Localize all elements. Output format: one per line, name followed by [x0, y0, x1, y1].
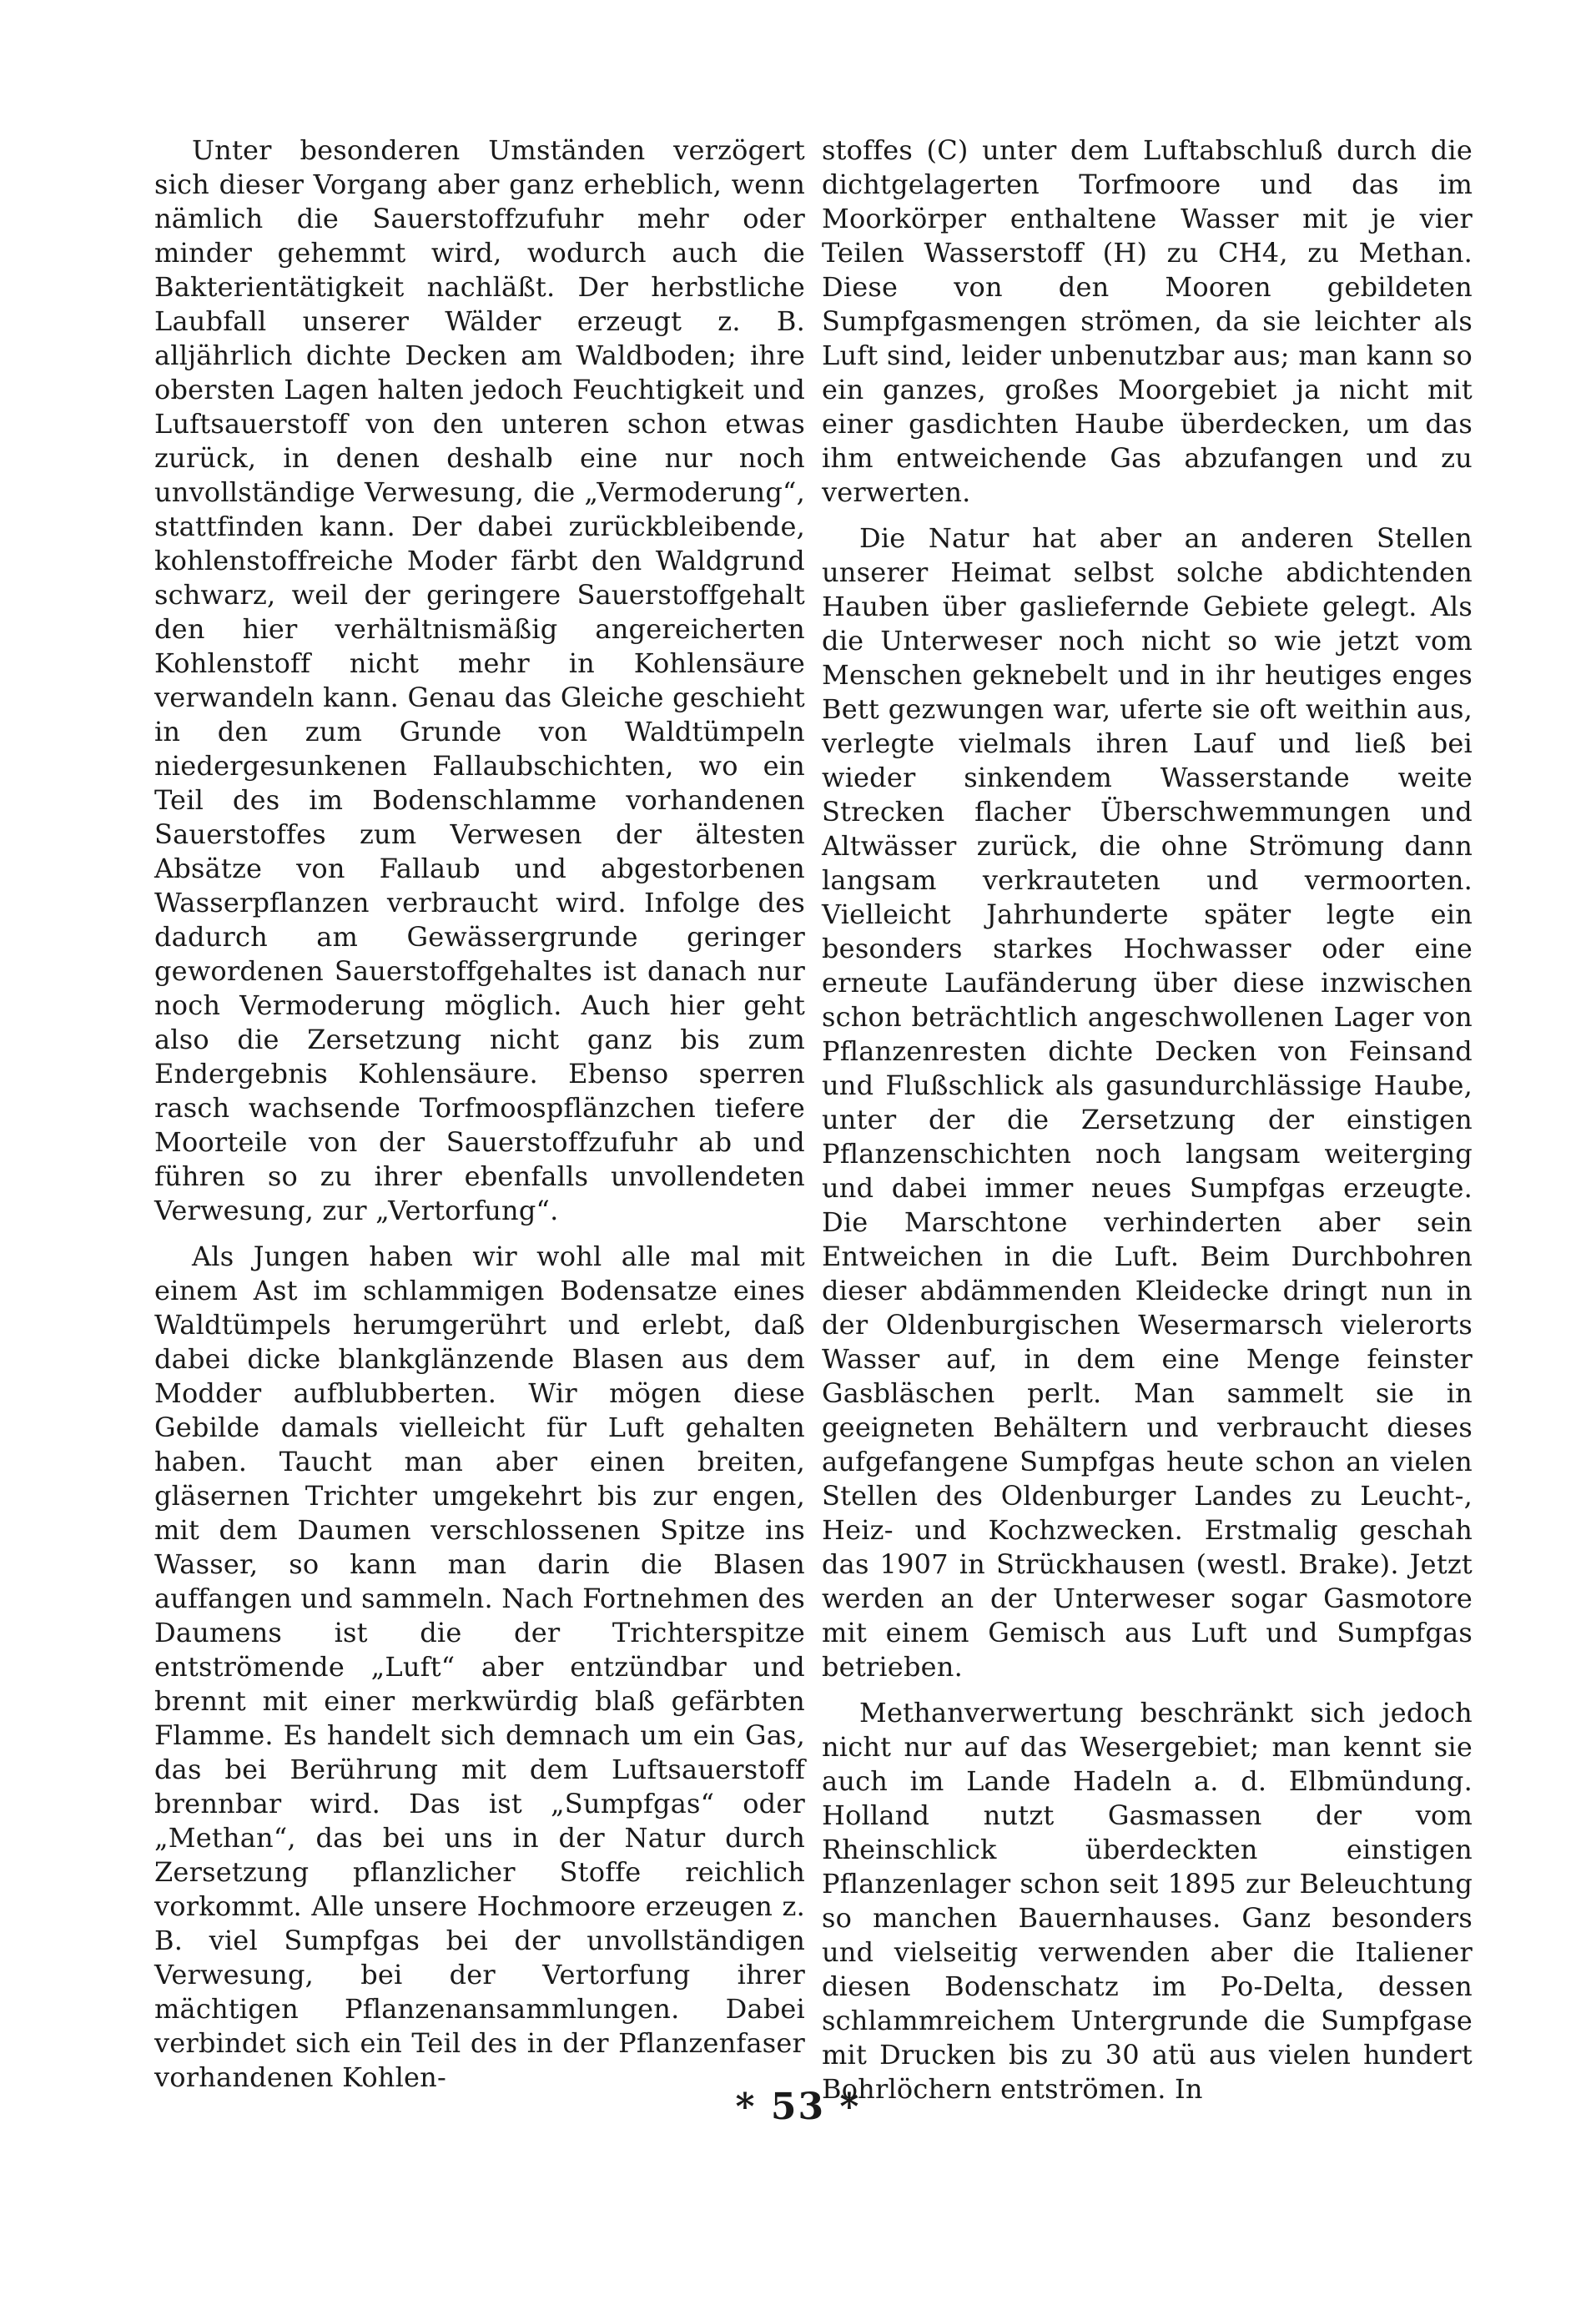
- right-text-column: [822, 133, 1473, 2106]
- paragraph: Methanverwertung beschränkt sich jedoch nicht nur auf das Wesergebiet; man kennt sie auch im Lande Hadeln a. d. Elbmündung. Holland nutzt Gasmassen der vom Rheinschlick überdeckten einstigen Pflanzenlager schon seit 1895 zur Beleuchtung so manchen Bauernhauses. Ganz besonders und vielseitig verwenden aber die Italiener diesen Bodenschatz im Po-Delta, dessen schlammreichem Untergrunde die Sumpfgase mit Drucken bis zu 30 atü aus vielen hundert Bohrlöchern entströmen. In: [822, 1697, 1473, 2105]
- paragraph-continued: stoffes (C) unter dem Luftabschluß durch die dichtgelagerten Torfmoore und das im Moorkörper enthaltene Wasser mit je vier Teilen Wasserstoff (H) zu CH4, zu Methan. Diese von den Mooren gebildeten Sumpfgasmengen strömen, da sie leichter als Luft sind, leider unbenutzbar aus; man kann so ein ganzes, großes Moorgebiet ja nicht mit einer gasdichten Haube überdecken, um das ihm entweichende Gas abzufangen und zu verwerten.: [822, 134, 1473, 508]
- paragraph: Als Jungen haben wir wohl alle mal mit einem Ast im schlammigen Bodensatze eines Waldtümpels herumgerührt und erlebt, daß dabei dicke blankglänzende Blasen aus dem Modder aufblubberten. Wir mögen diese Gebilde damals vielleicht für Luft gehalten haben. Taucht man aber einen breiten, gläsernen Trichter umgekehrt bis zur engen, mit dem Daumen verschlossenen Spitze ins Wasser, so kann man darin die Blasen auffangen und sammeln. Nach Fortnehmen des Daumens ist die der Trichterspitze entströmende „Luft“ aber entzündbar und brennt mit einer merkwürdig blaß gefärbten Flamme. Es handelt sich demnach um ein Gas, das bei Berührung mit dem Luftsauerstoff brennbar wird. Das ist „Sumpfgas“ oder „Methan“, das bei uns in der Natur durch Zersetzung pflanzlicher Stoffe reichlich vorkommt. Alle unsere Hochmoore erzeugen z. B. viel Sumpfgas bei der unvollständigen Verwesung, bei der Vertorfung ihrer mächtigen Pflanzenansammlungen. Dabei verbindet sich ein Teil des in der Pflanzenfaser vorhandenen Kohlen-: [154, 1241, 805, 2093]
- paragraph: Die Natur hat aber an anderen Stellen unserer Heimat selbst solche abdichtenden Hauben über gasliefernde Gebiete gelegt. Als die Unterweser noch nicht so wie jetzt vom Menschen geknebelt und in ihr heutiges enges Bett gezwungen war, uferte sie oft weithin aus, verlegte vielmals ihren Lauf und ließ bei wieder sinkendem Wasserstande weite Strecken flacher Überschwemmungen und Altwässer zurück, die ohne Strömung dann langsam verkrauteten und vermoorten. Vielleicht Jahrhunderte später legte ein besonders starkes Hochwasser oder eine erneute Laufänderung über diese inzwischen schon beträchtlich angeschwollenen Lager von Pflanzenresten dichte Decken von Feinsand und Flußschlick als gasundurchlässige Haube, unter der die Zersetzung der einstigen Pflanzenschichten noch langsam weiterging und dabei immer neues Sumpfgas erzeugte. Die Marschtone verhinderten aber sein Entweichen in die Luft. Beim Durchbohren dieser abdämmenden Kleidecke dringt nun in der Oldenburgischen Wesermarsch vielerorts Wasser auf, in dem eine Menge feinster Gasbläschen perlt. Man sammelt sie in geeigneten Behältern und verbraucht dieses aufgefangene Sumpfgas heute schon an vielen Stellen des Oldenburger Landes zu Leucht-, Heiz- und Kochzwecken. Erstmalig geschah das 1907 in Strückhausen (westl. Brake). Jetzt werden an der Unterweser sogar Gasmotore mit einem Gemisch aus Luft und Sumpfgas betrieben.: [822, 522, 1473, 1683]
- paragraph: Unter besonderen Umständen verzögert sich dieser Vorgang aber ganz erheblich, wenn nämlich die Sauerstoffzufuhr mehr oder minder gehemmt wird, wodurch auch die Bakterientätigkeit nachläßt. Der herbstliche Laubfall unserer Wälder erzeugt z. B. alljährlich dichte Decken am Waldboden; ihre obersten Lagen halten jedoch Feuchtigkeit und Luftsauerstoff von den unteren schon etwas zurück, in denen deshalb eine nur noch unvollständige Verwesung, die „Vermoderung“, stattfinden kann. Der dabei zurückbleibende, kohlenstoffreiche Moder färbt den Waldgrund schwarz, weil der geringere Sauerstoffgehalt den hier verhältnismäßig angereicherten Kohlenstoff nicht mehr in Kohlensäure verwandeln kann. Genau das Gleiche geschieht in den zum Grunde von Waldtümpeln niedergesunkenen Fallaubschichten, wo ein Teil des im Bodenschlamme vorhandenen Sauerstoffes zum Verwesen der ältesten Absätze von Fallaub und abgestorbenen Wasserpflanzen verbraucht wird. Infolge des dadurch am Gewässergrunde geringer gewordenen Sauerstoffgehaltes ist danach nur noch Vermoderung möglich. Auch hier geht also die Zersetzung nicht ganz bis zum Endergebnis Kohlensäure. Ebenso sperren rasch wachsende Torfmoospflänzchen tiefere Moorteile von der Sauerstoffzufuhr ab und führen so zu ihrer ebenfalls unvollendeten Verwesung, zur „Vertorfung“.: [154, 134, 805, 1226]
- page-number: * 53 *: [735, 2086, 861, 2128]
- left-text-column: [154, 133, 805, 2095]
